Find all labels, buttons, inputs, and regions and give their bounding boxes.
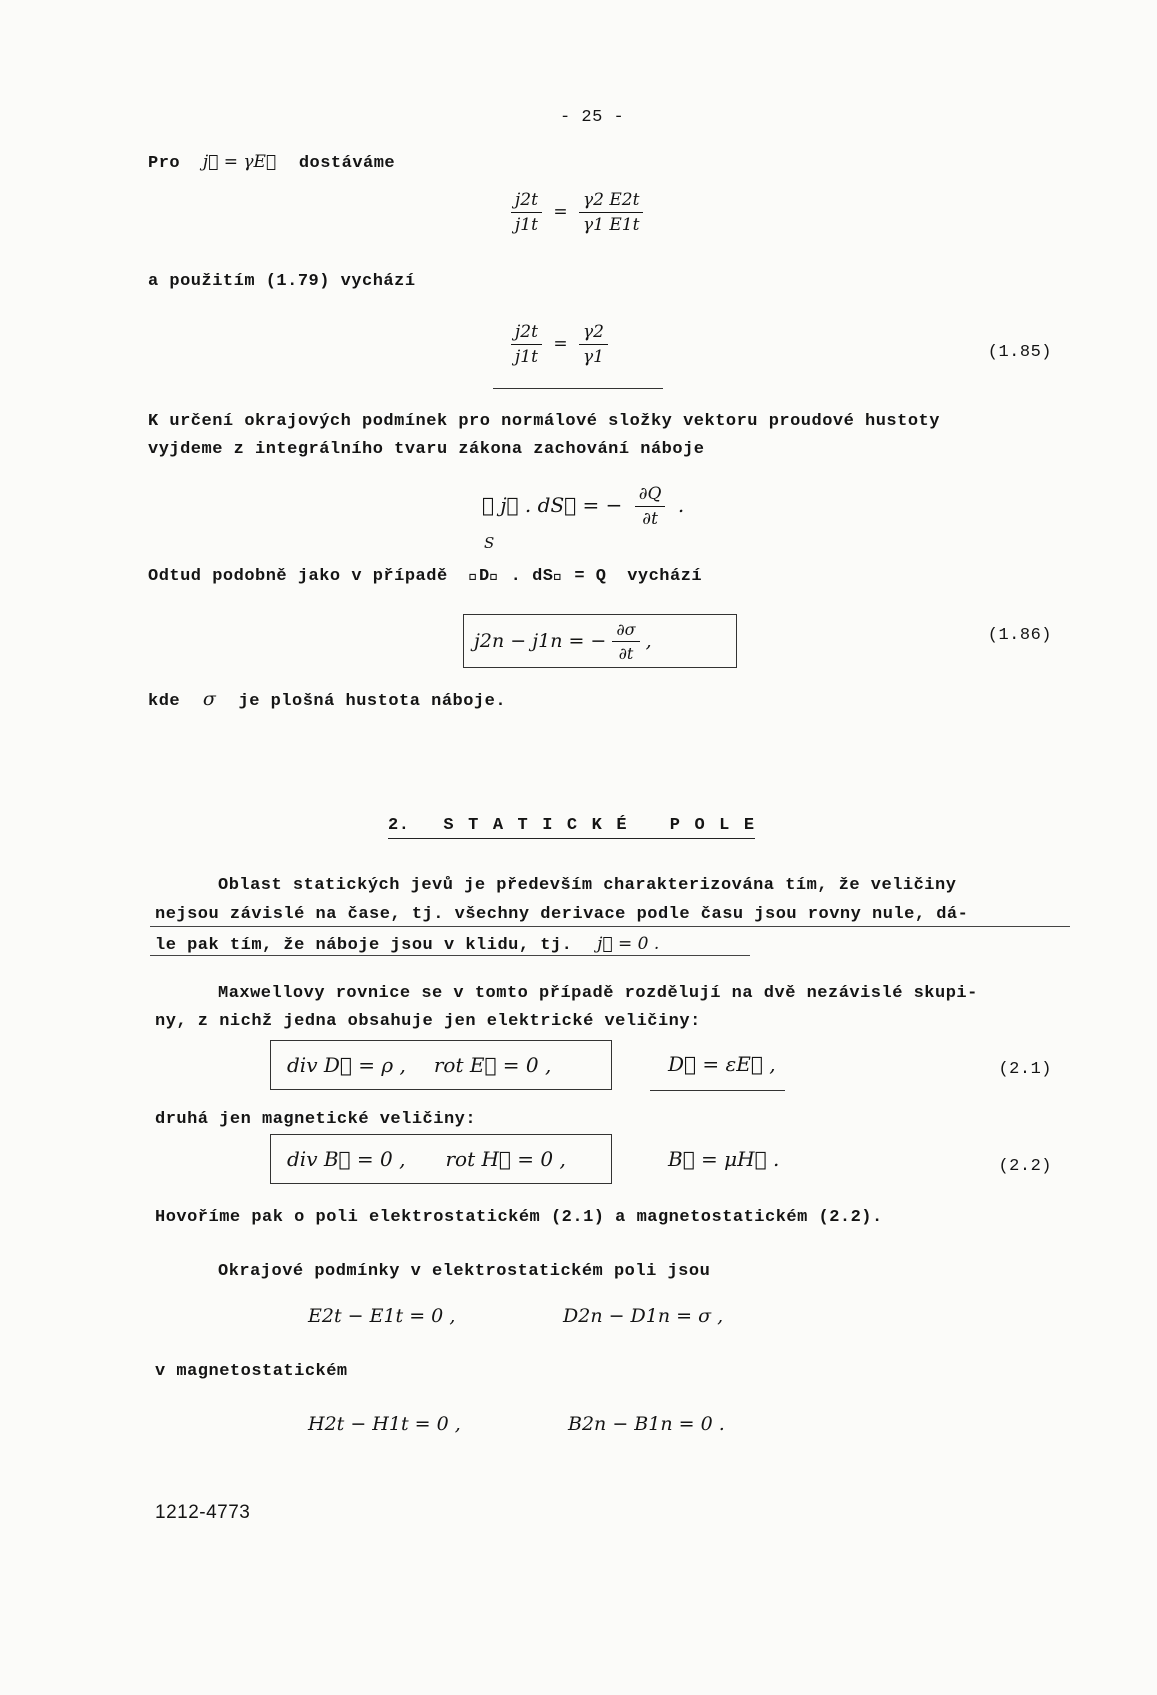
section-title-letter: P (669, 816, 681, 835)
section-title-letter: I (542, 816, 553, 835)
fraction-lhs: $\frac{j2t}{j1t}$ (511, 190, 542, 235)
paragraph-1-line-1: Oblast statických jevů je především charakterizována tím, že veličiny (218, 876, 957, 895)
text-line-normal-1: K určení okrajových podmínek pro normálové složky vektoru proudové hustoty (148, 412, 940, 431)
j-zero-formula: j⃗ = 0 . (597, 934, 660, 954)
paragraph-2-line-2: ny, z nichž jedna obsahuje jen elektrické veličiny: (155, 1012, 701, 1031)
text-line-normal-2: vyjdeme z integrálního tvaru zákona zachování náboje (148, 440, 705, 459)
section-title-letter: T (517, 816, 529, 835)
equation-2-2-box (270, 1134, 612, 1184)
page-number: - 25 - (560, 108, 625, 127)
text-line-kde (148, 688, 506, 711)
sigma-symbol: σ (202, 688, 216, 710)
section-title-letter: É (616, 816, 628, 835)
paragraph-1-line-2: nejsou závislé na čase, tj. všechny derivace podle času jsou rovny nule, dá- (155, 905, 969, 924)
underline-p1-l3 (150, 955, 750, 956)
section-title-letter: K (591, 816, 603, 835)
section-title-letter: S (443, 816, 455, 835)
odtud-suffix: vychází (627, 567, 703, 586)
section-title-letter: C (566, 816, 578, 835)
text-line-okrajove: Okrajové podmínky v elektrostatickém poli jsou (218, 1262, 711, 1281)
equation-1-85: $\frac{j2t}{j1t}$ = $\frac{\gamma 2}{\gamma 1}$ (505, 322, 614, 367)
div-d-equation: div D⃗ = ρ , (287, 1053, 406, 1077)
equation-2-1-box (270, 1040, 612, 1090)
underline-p1-l2 (150, 926, 1070, 927)
paragraph-1-line-3: le pak tím, že náboje jsou v klidu, tj. j⃗ = 0 . (155, 934, 660, 955)
section-number: 2. (388, 816, 410, 835)
text-line-druha: druhá jen magnetické veličiny: (155, 1110, 477, 1129)
d-eps-e-relation: D⃗ = εE⃗ , (668, 1052, 776, 1076)
rot-e-equation: rot E⃗ = 0 , (433, 1053, 552, 1077)
section-title-letter: A (492, 816, 504, 835)
section-title-letter (641, 816, 652, 835)
pro-formula: j⃗ = γE⃗ (202, 152, 277, 172)
section-title-letter: O (694, 816, 706, 835)
equation-number-1-86: (1.86) (987, 626, 1052, 645)
b-mu-h-relation: B⃗ = μH⃗ . (668, 1147, 780, 1171)
equation-1-86-box: j2n − j1n = − $\frac{\partial\sigma}{\partial t}$ , (463, 614, 737, 668)
section-title-letter: T (468, 816, 479, 835)
kde-prefix: kde (148, 692, 181, 711)
fraction-lhs: $\frac{j2t}{j1t}$ (511, 322, 542, 367)
bc-e-tangential: E2t − E1t = 0 , (308, 1305, 456, 1327)
kde-suffix: je plošná hustota náboje. (238, 692, 507, 711)
bc-h-tangential: H2t − H1t = 0 , (308, 1413, 461, 1435)
pro-prefix: Pro (148, 154, 181, 173)
fraction-dq-dt: $\frac{\partial Q}{\partial t}$ (635, 484, 666, 529)
fraction-rhs: $\frac{\gamma 2 E2t}{\gamma 1 E1t}$ (579, 190, 643, 235)
equation-integral: ∮ j⃗ . dS⃗ = − $\frac{\partial Q}{\partial t}$ . (482, 484, 685, 529)
div-b-equation: div B⃗ = 0 , (287, 1147, 406, 1171)
equation-number-2-2: (2.2) (998, 1157, 1052, 1176)
section-title-letter: L (719, 816, 730, 835)
paragraph-2-line-1: Maxwellovy rovnice se v tomto případě rozdělují na dvě nezávislé skupi- (218, 984, 978, 1003)
text-line-vmagneto: v magnetostatickém (155, 1362, 348, 1381)
fraction-dsigma-dt: $\frac{\partial\sigma}{\partial t}$ (612, 620, 639, 663)
odtud-formula: ∮D⃗ . dS⃗ = Q (468, 567, 607, 586)
odtud-prefix: Odtud podobně jako v případě (148, 567, 448, 586)
text-line-pro (148, 152, 395, 173)
bc-d-normal: D2n − D1n = σ , (563, 1305, 724, 1327)
pro-suffix: dostáváme (298, 154, 396, 173)
section-title-letter: E (743, 816, 755, 835)
equation-ratio-e: $\frac{j2t}{j1t}$ = $\frac{\gamma 2 E2t}{\gamma 1 E1t}$ (505, 190, 649, 235)
text-line-odtud (148, 567, 702, 586)
rot-h-equation: rot H⃗ = 0 , (445, 1147, 566, 1171)
footer-code: 1212-4773 (155, 1502, 251, 1523)
bc-b-normal: B2n − B1n = 0 . (568, 1413, 725, 1435)
section-heading (388, 816, 755, 839)
equation-number-1-85: (1.85) (987, 343, 1052, 362)
text-line-pouzitim: a použitím (1.79) vychází (148, 272, 416, 291)
underline-1-85 (493, 388, 663, 389)
integral-subscript: S (484, 534, 495, 552)
underline-d-eps-e (650, 1090, 785, 1091)
text-line-hovorime: Hovoříme pak o poli elektrostatickém (2.1) a magnetostatickém (2.2). (155, 1208, 883, 1227)
fraction-rhs: $\frac{\gamma 2}{\gamma 1}$ (579, 322, 608, 367)
equation-number-2-1: (2.1) (998, 1060, 1052, 1079)
